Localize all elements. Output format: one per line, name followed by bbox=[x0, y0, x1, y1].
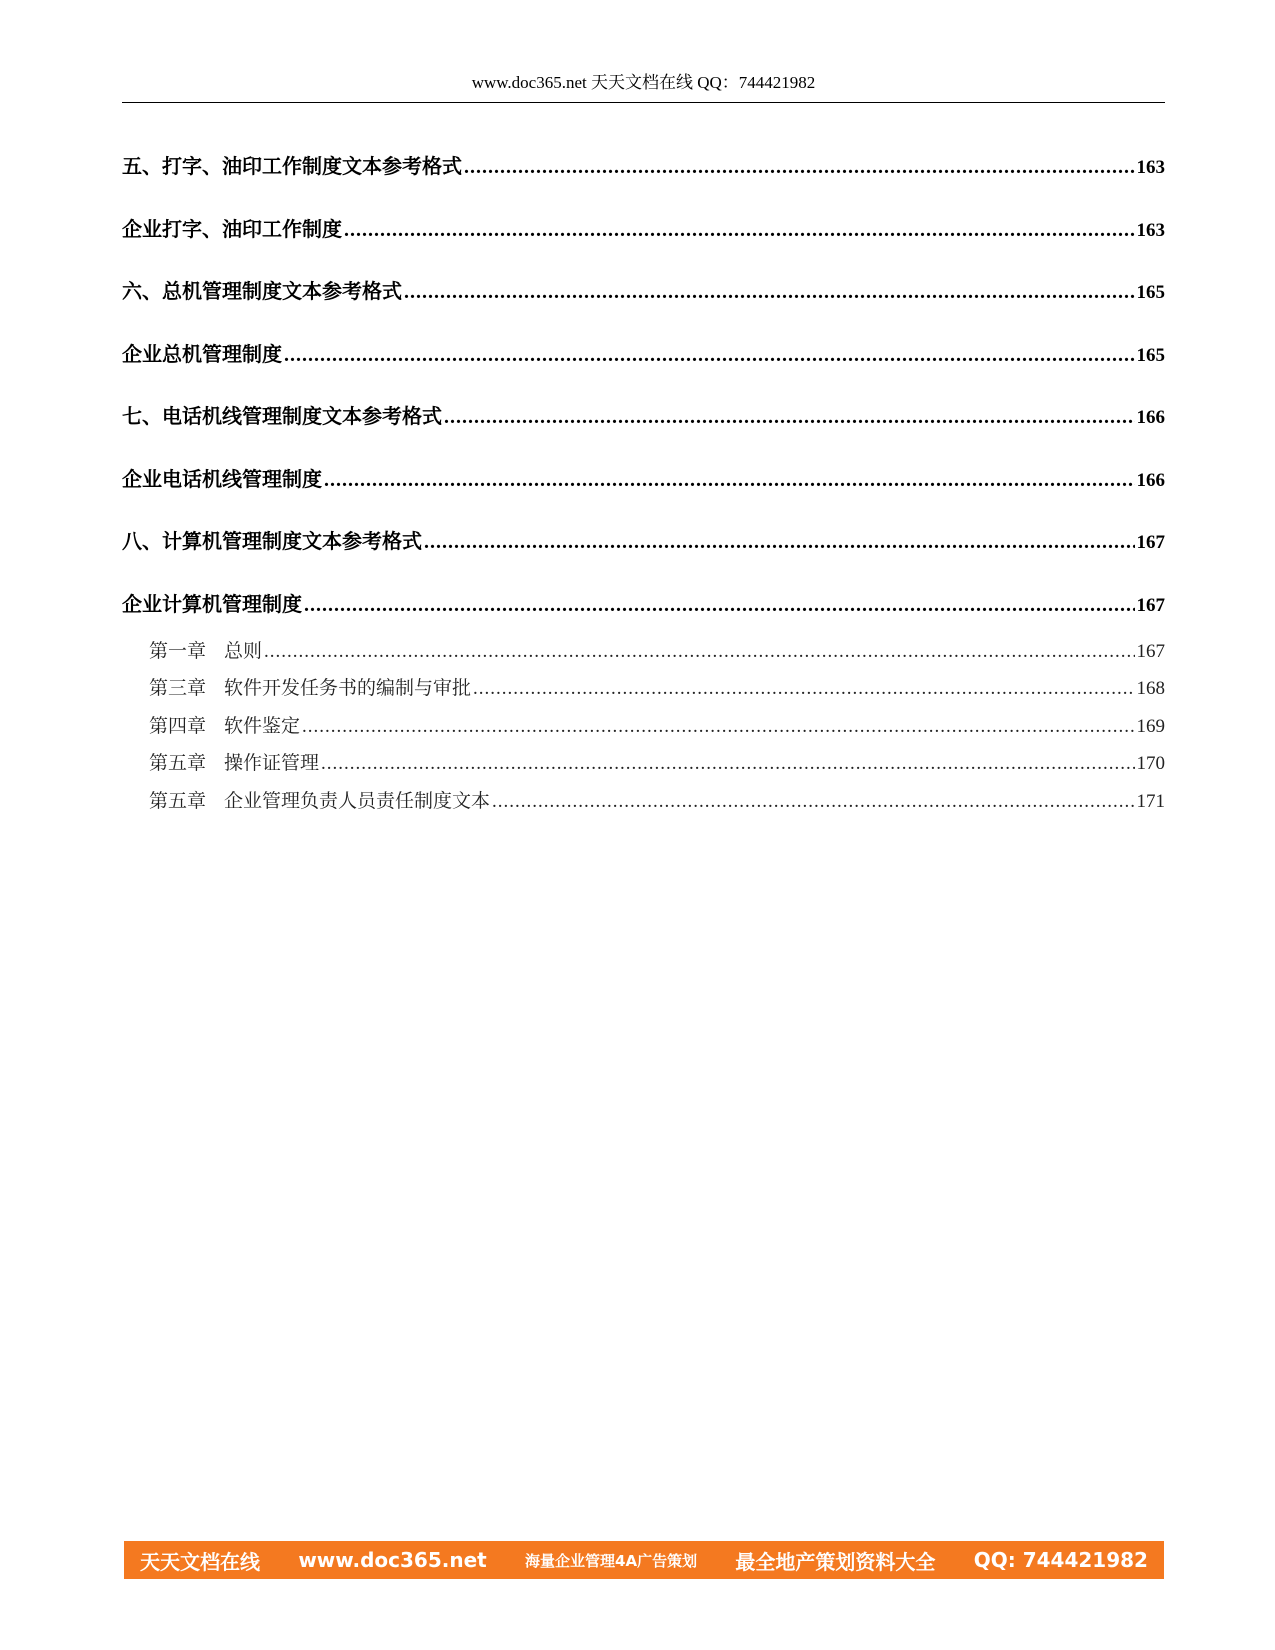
toc-subentry-title: 软件开发任务书的编制与审批 bbox=[224, 677, 472, 699]
toc-subentry-title: 软件鉴定 bbox=[224, 714, 301, 737]
footer-banner bbox=[124, 1541, 1164, 1579]
toc-entry[interactable] bbox=[122, 150, 1165, 213]
toc-entry-title: 企业计算机管理制度 bbox=[122, 591, 302, 616]
footer-slogan-1: 海量企业管理4A广告策划 bbox=[525, 1551, 698, 1570]
toc-subentry-title: 企业管理负责人员责任制度文本 bbox=[224, 789, 491, 812]
toc-entry[interactable] bbox=[122, 400, 1165, 463]
toc-entry-title: 八、计算机管理制度文本参考格式 bbox=[122, 529, 422, 553]
toc-subentry-chapter: 第五章 bbox=[149, 789, 207, 812]
toc-entry-page: 167 bbox=[1136, 594, 1165, 616]
dot-leader bbox=[321, 753, 1134, 775]
toc-subentry-page: 167 bbox=[1136, 640, 1165, 662]
toc-entry-title: 六、总机管理制度文本参考格式 bbox=[122, 279, 402, 303]
toc-entry[interactable] bbox=[122, 463, 1165, 526]
dot-leader bbox=[464, 156, 1135, 179]
toc-subentry-title: 总则 bbox=[224, 639, 263, 662]
dot-leader bbox=[492, 791, 1134, 813]
dot-leader bbox=[284, 344, 1135, 367]
dot-leader bbox=[473, 678, 1134, 700]
toc-subentry[interactable] bbox=[122, 636, 1165, 674]
toc-subentry-page: 171 bbox=[1136, 790, 1165, 812]
toc-entry[interactable] bbox=[122, 588, 1165, 636]
dot-leader bbox=[424, 531, 1135, 554]
toc-entry-page: 163 bbox=[1136, 157, 1165, 178]
toc-subentry[interactable] bbox=[122, 786, 1165, 824]
footer-site-name: 天天文档在线 bbox=[140, 1549, 260, 1574]
dot-leader bbox=[304, 594, 1135, 617]
toc-entry[interactable] bbox=[122, 338, 1165, 401]
footer-qq: QQ: 744421982 bbox=[973, 1548, 1148, 1572]
dot-leader bbox=[344, 219, 1135, 242]
toc-entry-title: 企业电话机线管理制度 bbox=[122, 466, 322, 491]
toc-entry[interactable] bbox=[122, 213, 1165, 276]
toc-subentry-chapter: 第四章 bbox=[149, 714, 207, 737]
toc-subentry-page: 168 bbox=[1136, 678, 1165, 699]
toc-entry-page: 166 bbox=[1136, 407, 1165, 428]
toc-entry-title: 企业总机管理制度 bbox=[122, 341, 282, 366]
toc-entry-page: 165 bbox=[1136, 344, 1165, 366]
footer-url[interactable]: www.doc365.net bbox=[298, 1548, 487, 1572]
toc-entry-page: 167 bbox=[1136, 532, 1165, 553]
toc-subentry-page: 170 bbox=[1136, 753, 1165, 774]
dot-leader bbox=[264, 641, 1134, 663]
toc-entry-page: 163 bbox=[1136, 219, 1165, 241]
page-header bbox=[122, 72, 1165, 103]
footer-slogan-2: 最全地产策划资料大全 bbox=[735, 1549, 936, 1574]
toc-subentry-chapter: 第一章 bbox=[149, 639, 207, 662]
dot-leader bbox=[324, 469, 1135, 492]
toc-entry[interactable] bbox=[122, 275, 1165, 338]
toc-subentry[interactable] bbox=[122, 748, 1165, 786]
toc-subentry[interactable] bbox=[122, 711, 1165, 749]
table-of-contents bbox=[122, 150, 1165, 823]
toc-entry-page: 165 bbox=[1136, 282, 1165, 303]
toc-subentry-chapter: 第五章 bbox=[149, 752, 207, 774]
toc-entry-title: 企业打字、油印工作制度 bbox=[122, 216, 342, 241]
toc-subentry-page: 169 bbox=[1136, 715, 1165, 737]
toc-subentry[interactable] bbox=[122, 673, 1165, 711]
toc-entry-page: 166 bbox=[1136, 469, 1165, 491]
toc-entry-title: 七、电话机线管理制度文本参考格式 bbox=[122, 404, 442, 428]
dot-leader bbox=[444, 406, 1135, 429]
dot-leader bbox=[404, 281, 1135, 304]
dot-leader bbox=[302, 716, 1134, 738]
toc-subentry-title: 操作证管理 bbox=[224, 752, 320, 774]
toc-entry[interactable] bbox=[122, 525, 1165, 588]
toc-entry-title: 五、打字、油印工作制度文本参考格式 bbox=[122, 154, 462, 178]
toc-subentry-chapter: 第三章 bbox=[149, 677, 207, 699]
header-text: www.doc365.net 天天文档在线 QQ：744421982 bbox=[471, 73, 816, 92]
